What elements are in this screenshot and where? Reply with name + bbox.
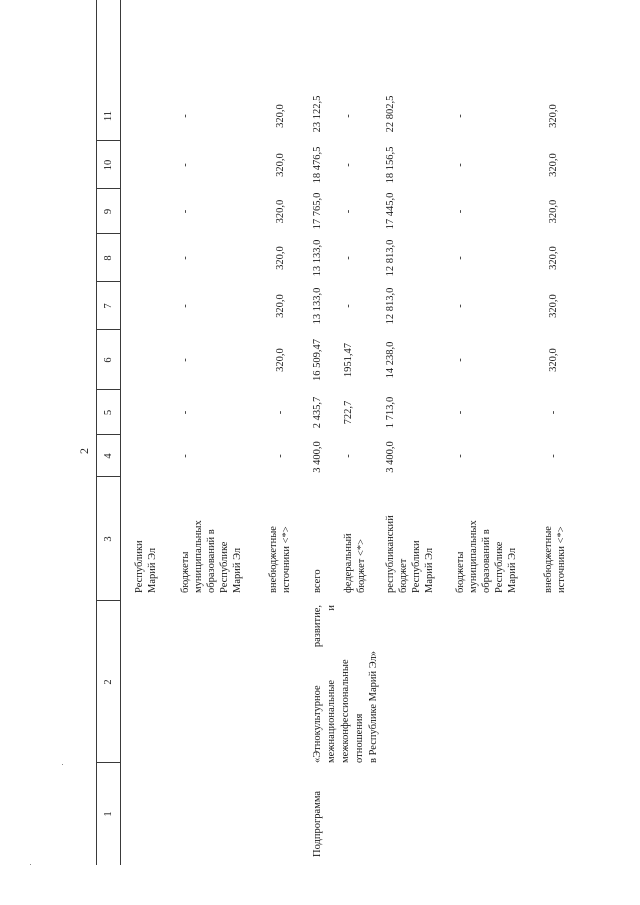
value-cell: - <box>455 163 466 167</box>
value-cell: 17 765,0 <box>312 192 323 230</box>
column-number: 4 <box>103 453 114 459</box>
source-label-line: Марий Эл <box>147 547 158 593</box>
value-cell: 14 238,0 <box>385 341 396 379</box>
value-cell: - <box>180 358 191 362</box>
source-label-line: федеральный <box>343 533 354 593</box>
source-label-line: муниципальных <box>193 520 204 593</box>
source-label-line: Марий Эл <box>507 547 518 593</box>
value-cell: 12 813,0 <box>385 239 396 277</box>
subprogram-title-line: отношения <box>354 713 365 763</box>
value-cell: 320,0 <box>275 246 286 270</box>
value-cell: - <box>455 358 466 362</box>
value-cell: - <box>343 114 354 118</box>
source-label-line: республиканский <box>385 515 396 593</box>
value-cell: 13 133,0 <box>312 239 323 277</box>
source-label-line: Республики <box>134 540 145 593</box>
scan-speck <box>30 864 31 865</box>
column-number: 11 <box>103 110 114 122</box>
value-cell: - <box>548 454 559 458</box>
source-label-line: внебюджетные <box>543 526 554 593</box>
value-cell: - <box>455 454 466 458</box>
value-cell: - <box>455 209 466 214</box>
value-cell: 18 476,5 <box>312 146 323 184</box>
header-bottom-line <box>120 0 121 865</box>
value-cell: 320,0 <box>275 104 286 128</box>
column-number: 9 <box>103 208 114 215</box>
scan-speck <box>62 764 63 765</box>
value-cell: 320,0 <box>548 199 559 224</box>
value-cell: - <box>180 114 191 118</box>
column-number: 1 <box>103 811 114 817</box>
value-cell: 320,0 <box>548 246 559 270</box>
value-cell: 13 133,0 <box>312 287 323 325</box>
value-cell: - <box>548 410 559 415</box>
value-cell: - <box>455 114 466 118</box>
value-cell: - <box>455 304 466 308</box>
subprogram-title-line: межнациональные и <box>326 605 337 763</box>
value-cell: - <box>343 304 354 308</box>
source-label-line: бюджеты <box>455 551 466 593</box>
subprogram-title-line: в Республике Марий Эл» <box>368 650 379 763</box>
subprogram-type: Подпрограмма <box>312 790 323 857</box>
value-cell: 18 156,5 <box>385 146 396 184</box>
value-cell: - <box>180 454 191 458</box>
value-cell: 320,0 <box>548 153 559 177</box>
value-cell: 320,0 <box>548 104 559 128</box>
value-cell: - <box>180 304 191 308</box>
value-cell: - <box>180 209 191 214</box>
value-cell: 320,0 <box>548 348 559 372</box>
source-label-line: муниципальных <box>468 520 479 593</box>
page-number: 2 <box>77 448 91 454</box>
source-label-line: Республики <box>411 540 422 593</box>
source-label-line: Республике <box>494 541 505 593</box>
value-cell: 22 802,5 <box>385 95 396 133</box>
value-cell: 17 445,0 <box>385 192 396 230</box>
value-cell: 23 122,5 <box>312 95 323 133</box>
value-cell: 722,7 <box>343 400 354 425</box>
source-label-line: образований в <box>206 529 217 593</box>
value-cell: - <box>275 410 286 415</box>
value-cell: - <box>275 454 286 458</box>
value-cell: 2 435,7 <box>312 396 323 429</box>
source-label-line: источники <*> <box>281 526 292 593</box>
value-cell: 320,0 <box>548 294 559 318</box>
source-label-line: Марий Эл <box>424 547 435 593</box>
value-cell: - <box>180 163 191 167</box>
subprogram-title-line: «Этнокультурное развитие, <box>312 605 323 763</box>
value-cell: 3 400,0 <box>312 441 323 473</box>
column-number: 10 <box>103 159 114 171</box>
source-label-line: Марий Эл <box>232 547 243 593</box>
value-cell: - <box>455 256 466 260</box>
value-cell: - <box>455 410 466 415</box>
value-cell: 1951,47 <box>343 342 354 378</box>
source-label-line: источники <*> <box>556 526 567 593</box>
source-label-line: бюджет <box>398 558 409 593</box>
value-cell: 3 400,0 <box>385 441 396 473</box>
source-label-line: бюджет <*> <box>356 538 367 593</box>
value-cell: 12 813,0 <box>385 287 396 325</box>
source-label-line: всего <box>312 569 323 593</box>
header-top-line <box>96 0 97 865</box>
source-label-line: внебюджетные <box>268 526 279 593</box>
value-cell: 16 509,47 <box>312 339 323 381</box>
source-label-line: образований в <box>481 529 492 593</box>
column-number: 5 <box>103 409 114 416</box>
subprogram-title-line: межконфессиональные <box>340 659 351 763</box>
column-number: 7 <box>103 303 114 309</box>
source-label-line: бюджеты <box>180 551 191 593</box>
value-cell: 320,0 <box>275 348 286 372</box>
value-cell: 320,0 <box>275 294 286 318</box>
source-label-line: Республике <box>219 541 230 593</box>
value-cell: - <box>180 410 191 415</box>
value-cell: - <box>343 256 354 260</box>
value-cell: - <box>180 256 191 260</box>
value-cell: 320,0 <box>275 153 286 177</box>
value-cell: 1 713,0 <box>385 396 396 429</box>
value-cell: 320,0 <box>275 199 286 224</box>
column-number: 8 <box>103 255 114 261</box>
column-number: 2 <box>103 679 114 685</box>
column-number: 6 <box>103 357 114 363</box>
column-number: 3 <box>103 536 114 542</box>
value-cell: - <box>343 209 354 214</box>
value-cell: - <box>343 454 354 458</box>
value-cell: - <box>343 163 354 167</box>
